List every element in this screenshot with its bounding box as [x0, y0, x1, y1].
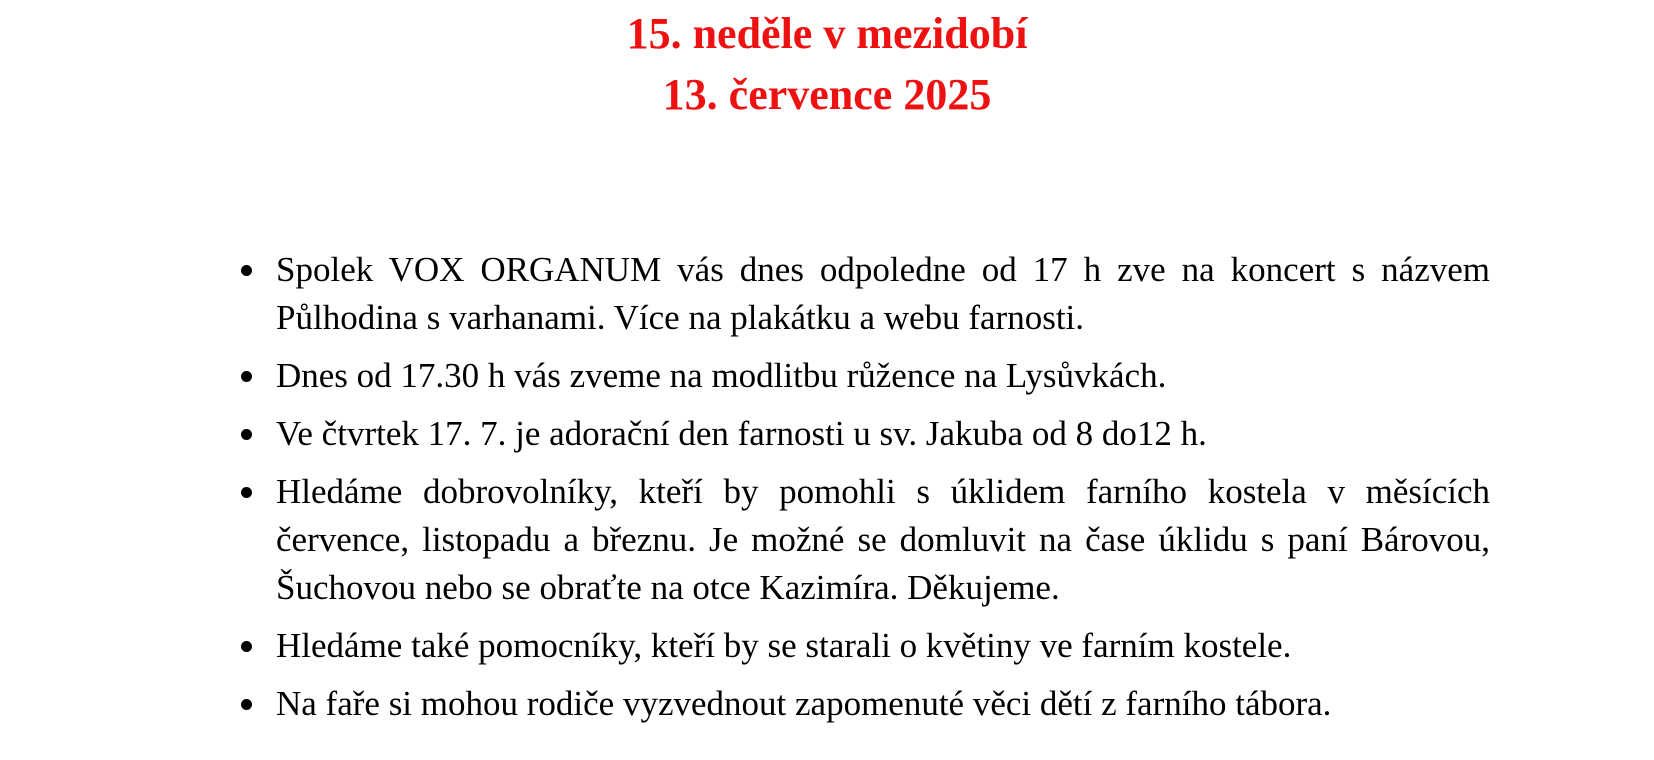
- list-item: [236, 410, 1490, 458]
- announcement-text: Dnes od 17.30 h vás zveme na modlitbu růžence na Lysůvkách.: [276, 356, 1167, 395]
- bullet-icon: [241, 371, 252, 382]
- announcement-text: Hledáme také pomocníky, kteří by se starali o květiny ve farním kostele.: [276, 626, 1292, 665]
- announcement-text: Ve čtvrtek 17. 7. je adorační den farnosti u sv. Jakuba od 8 do12 h.: [276, 414, 1207, 453]
- page-title: 15. neděle v mezidobí: [626, 9, 1028, 58]
- list-item: [236, 468, 1490, 612]
- announcement-list: [236, 246, 1490, 738]
- bullet-icon: [241, 265, 252, 276]
- announcement-text: Hledáme dobrovolníky, kteří by pomohli s úklidem farního kostela v měsících července, listopadu a březnu. Je možné se domluvit na čase úklidu s paní Bárovou, Šuchovou nebo se obraťte na otce Kazimíra. Děkujeme.: [276, 472, 1490, 607]
- announcement-text: Na faře si mohou rodiče vyzvednout zapomenuté věci dětí z farního tábora.: [276, 684, 1332, 723]
- list-item: [236, 352, 1490, 400]
- bullet-icon: [241, 699, 252, 710]
- page-date: 13. července 2025: [662, 70, 992, 119]
- bullet-icon: [241, 487, 252, 498]
- list-item: [236, 680, 1490, 728]
- list-item: [236, 622, 1490, 670]
- bullet-icon: [241, 429, 252, 440]
- page-header: [0, 0, 1654, 125]
- announcement-text: Spolek VOX ORGANUM vás dnes odpoledne od 17 h zve na koncert s názvem Půlhodina s varhanami. Více na plakátku a webu farnosti.: [276, 250, 1490, 337]
- bullet-icon: [241, 641, 252, 652]
- list-item: [236, 246, 1490, 342]
